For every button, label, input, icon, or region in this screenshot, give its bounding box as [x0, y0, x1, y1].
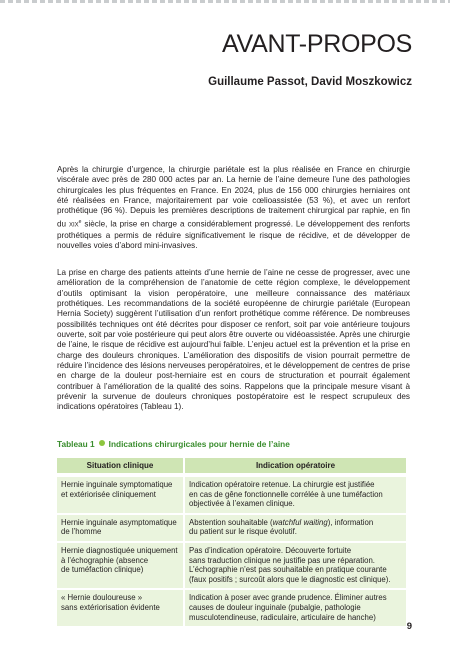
authors: Guillaume Passot, David Moszkowicz [208, 76, 412, 88]
table-caption [57, 439, 290, 449]
cell-line: L’échographie n’est pas souhaitable en pratique courante [189, 565, 387, 575]
cell-line: (faux positifs ; surcoût alors que le diagnostic est clinique). [189, 574, 391, 584]
cell-line: « Hernie douloureuse » [61, 593, 143, 603]
table-row [57, 541, 406, 588]
cell-line: sans traduction clinique ne justifie pas une réparation. [189, 555, 375, 565]
cell-situation [57, 541, 183, 588]
caption-bullet-icon [99, 440, 105, 446]
cell-line: Pas d’indication opératoire. Découverte fortuite [189, 545, 352, 555]
cell-line: et extériorisée cliniquement [61, 489, 156, 499]
cell-situation [57, 588, 183, 626]
cell-line: à l’échographie (absence [61, 555, 149, 565]
table-row [57, 588, 406, 626]
table-row [57, 513, 406, 541]
cell-line: de tuméfaction clinique) [61, 565, 144, 575]
chapter-title: AVANT-PROPOS [222, 30, 412, 58]
cell-line: objectivée à l’examen clinique. [189, 499, 295, 509]
cell-line: musculotendineuse, radiculaire, articulaire de hanche) [189, 612, 376, 622]
header-indication: Indication opératoire [185, 458, 406, 475]
cell-indication [185, 588, 406, 626]
cell-line: causes de douleur inguinale (pubalgie, pathologie [189, 602, 361, 612]
cell-line: Hernie diagnostiquée uniquement [61, 545, 178, 555]
table-header-row [57, 458, 406, 475]
cell-line: Hernie inguinale symptomatique [61, 480, 173, 489]
cell-line: Indication à poser avec grande prudence. Éliminer autres [189, 593, 387, 603]
table-row [57, 475, 406, 513]
cell-line: de l’homme [61, 527, 102, 537]
cell-line: Hernie inguinale asymptomatique [61, 517, 177, 527]
cell-situation [57, 513, 183, 541]
cell-line: en cas de gêne fonctionnelle corrélée à une tuméfaction [189, 489, 383, 499]
cell-line: sans extériorisation évidente [61, 602, 160, 612]
paragraph-1: Après la chirurgie d’urgence, la chirurgie pariétale est la plus réalisée en France en chirurgie viscérale avec près de 280 000 actes par an. La hernie de l’aine demeure l’une des pathologies chirurgicales les plus fréquentes en France. En 2024, plus de 156 000 chirurgies herniaires ont été réalisées en France, majoritairement par voie cœlioassistée (53 %), et avec un renfort prothétique (96 %). Depuis les premières descriptions de traitement chirurgical par raphie, en fin du XIXe siècle, la prise en charge a considérablement progressé. Le développement des renforts prothétiques a permis de réduire significativement le risque de récidive, et de développer de nouvelles voies d’abord mini-invasives. [57, 165, 410, 251]
cell-line: Indication opératoire retenue. La chirurgie est justifiée [189, 480, 375, 489]
paragraph-2: La prise en charge des patients atteints d’une hernie de l’aine ne cesse de progresser, avec une amélioration de la compréhension de l’anatomie de cette région complexe, le développement d’outils optimisant la vision peropératoire, une meilleure connaissance des matériaux prothétiques. Les recommandations de la société européenne de chirurgie pariétale (European Hernia Society) suggèrent l’utilisation d’un renfort prothétique comme référence. De nombreuses possibilités techniques ont été décrites pour disposer ce renfort, soit par voie antérieure toujours ouverte, soit par voie postérieure qui peut alors être ouverte ou vidéoassistée. Après une chirurgie de l’aine, le risque de récidive est aujourd’hui faible. L’enjeu actuel est la prévention et la prise en charge des douleurs chroniques. L’amélioration des dispositifs de vision pourrait permettre de réduire l’incidence des lésions nerveuses peropératoires, et le développement de centres de prise en charge de la douleur post-herniaire est en cours de structuration et pourrait également contribuer à l’amélioration de la qualité des soins. Rappelons que la principale mesure visant à prévenir la survenue de douleurs chroniques postopératoire est le respect scrupuleux des indications opératoires (Tableau 1). [57, 268, 410, 412]
table-label: Tableau 1 [57, 439, 95, 449]
cell-indication [185, 541, 406, 588]
page-number: 9 [406, 621, 412, 632]
cell-indication [185, 475, 406, 513]
cell-situation [57, 475, 183, 513]
header-situation: Situation clinique [57, 458, 183, 475]
cell-line: Abstention souhaitable (watchful waiting), information [189, 517, 374, 527]
table-title: Indications chirurgicales pour hernie de l’aine [108, 439, 290, 449]
cell-indication [185, 513, 406, 541]
cell-line: du patient sur le risque évolutif. [189, 527, 297, 537]
indications-table [57, 458, 410, 626]
top-dashed-rule [0, 0, 450, 3]
